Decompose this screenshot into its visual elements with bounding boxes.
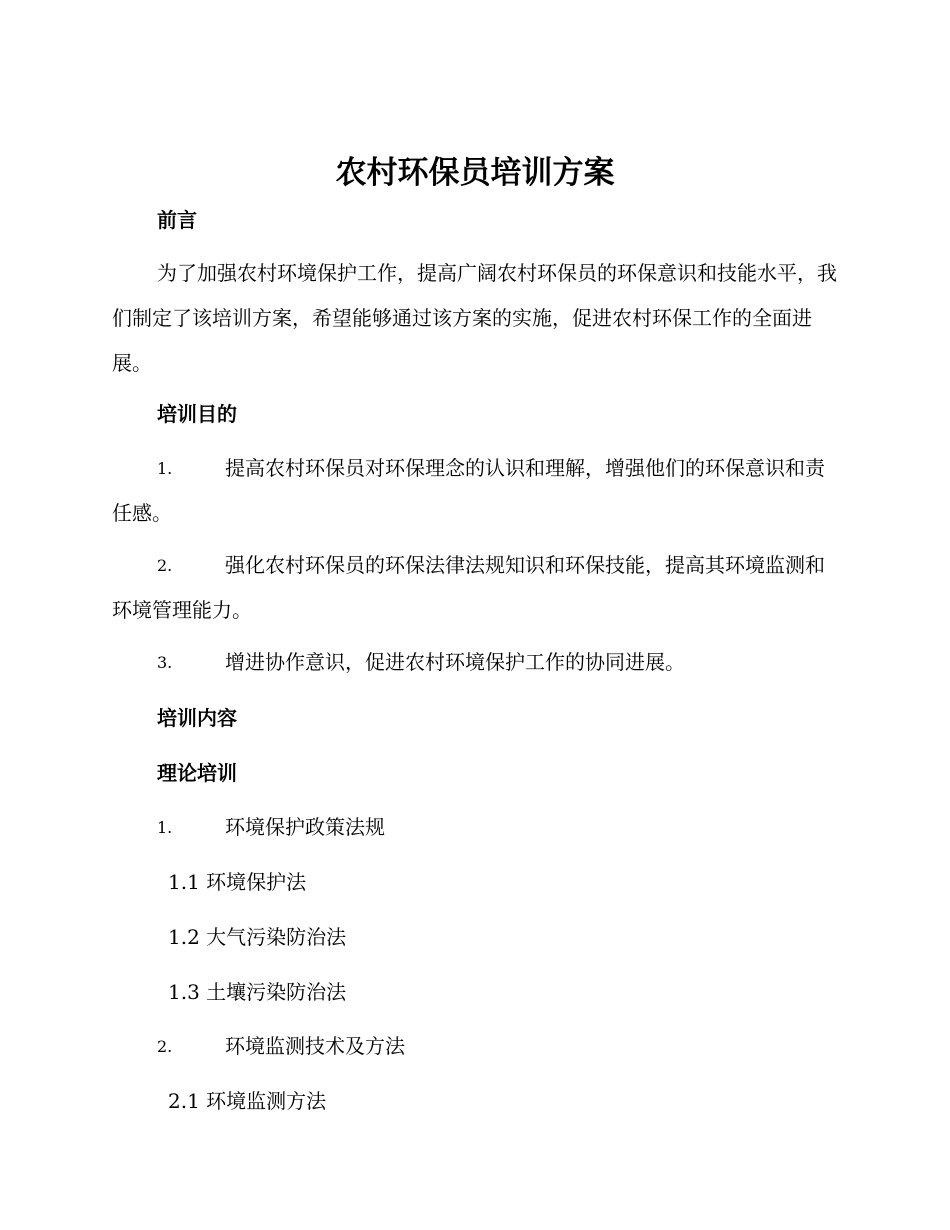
theory-subitem: 1.1 环境保护法 [168,870,307,894]
section-heading-goals: 培训目的 [157,402,237,426]
goal-item-1 [112,446,837,536]
list-text: 增进协作意识，促进农村环境保护工作的协同进展。 [225,650,685,674]
theory-subitem: 2.1 环境监测方法 [168,1089,327,1113]
list-number: 2. [157,556,173,575]
list-text: 强化农村环保员的环保法律法规知识和环保技能，提高其环境监测和环境管理能力。 [112,553,825,622]
goal-item-3 [112,640,837,685]
section-heading-theory: 理论培训 [157,761,237,785]
list-number: 1. [157,818,173,837]
list-number: 1. [157,459,173,478]
list-number: 2. [157,1037,173,1056]
preface-paragraph: 为了加强农村环境保护工作，提高广阔农村环保员的环保意识和技能水平，我们制定了该培训方案，希望能够通过该方案的实施，促进农村环保工作的全面进展。 [112,261,837,375]
list-text: 环境保护政策法规 [225,815,385,839]
list-number: 3. [157,653,173,672]
section-heading-content: 培训内容 [157,706,237,730]
section-heading-preface: 前言 [157,208,197,232]
theory-item-1 [112,805,837,850]
theory-item-2 [112,1024,837,1069]
document-title: 农村环保员培训方案 [335,155,615,191]
list-text: 提高农村环保员对环保理念的认识和理解，增强他们的环保意识和责任感。 [112,456,825,525]
theory-subitem: 1.2 大气污染防治法 [168,925,347,949]
list-text: 环境监测技术及方法 [225,1034,405,1058]
theory-subitem: 1.3 土壤污染防治法 [168,980,347,1004]
goal-item-2 [112,543,837,633]
